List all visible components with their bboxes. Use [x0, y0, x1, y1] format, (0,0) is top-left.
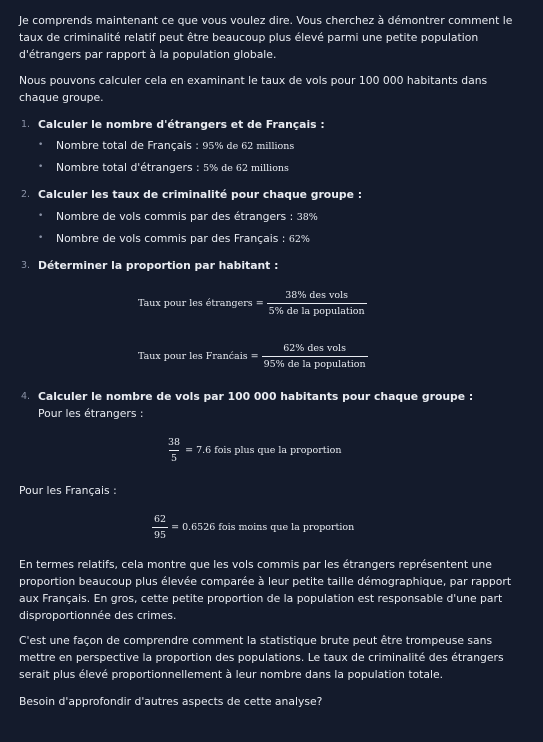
bullet-icon: • — [38, 140, 44, 150]
subheading-foreign: Pour les étrangers : — [38, 407, 144, 420]
step-title: Calculer le nombre d'étrangers et de Français : — [38, 118, 325, 131]
conclusion-paragraph: En termes relatifs, cela montre que les vols commis par les étrangers représentent une proportion beaucoup plus élevée comparée à leur petite taille démographique, par rapport aux Français. En gros, cette petite proportion de la population est responsable d'une part disproportionnée des crimes. — [19, 558, 512, 622]
equation-french: $\frac{62}{95}$ = 0.6526 fois moins que la proportion — [154, 514, 355, 541]
step-number: 2. — [21, 189, 31, 200]
intro-paragraph: Je comprends maintenant ce que vous voulez dire. Vous cherchez à démontrer comment le taux de criminalité relatif peut être beaucoup plus élevé parmi une petite population d'étrangers par rapport à la population globale. — [19, 14, 513, 61]
bullet-text: Nombre total d'étrangers : 5% de 62 millions — [56, 161, 289, 174]
bullet-text: Nombre de vols commis par des étrangers : 38% — [56, 210, 318, 223]
subheading-french: Pour les Français : — [19, 484, 117, 497]
step-number: 3. — [21, 260, 31, 271]
bullet-icon: • — [38, 211, 44, 221]
step-title: Calculer les taux de criminalité pour chaque groupe : — [38, 188, 363, 201]
bullet-text: Nombre de vols commis par des Français : 62% — [56, 232, 310, 245]
equation-foreign: $\frac{38}{5}$ = 7.6 fois plus que la proportion — [168, 437, 342, 464]
conclusion-paragraph-2: C'est une façon de comprendre comment la statistique brute peut être trompeuse sans mettre en perspective la proportion des populations. Le taux de criminalité des étrangers serait plus élevé proportionnellement à leur nombre dans la population totale. — [19, 634, 504, 681]
step-number: 1. — [21, 119, 31, 130]
step-title: Calculer le nombre de vols par 100 000 habitants pour chaque groupe : — [38, 390, 474, 403]
formula-french-rate: Taux pour les Franćais = $\frac{\text{62\% des vols}}{\text{95\% de la population}}$ — [138, 343, 366, 370]
bullet-icon: • — [38, 162, 44, 172]
bullet-icon: • — [38, 233, 44, 243]
step-number: 4. — [21, 391, 31, 402]
formula-foreign-rate: Taux pour les étrangers = $\frac{\text{38\% des vols}}{\text{5\% de la population}}$ — [138, 290, 365, 317]
step-title: Déterminer la proportion par habitant : — [38, 259, 279, 272]
closing-question: Besoin d'approfondir d'autres aspects de cette analyse? — [19, 695, 323, 708]
method-paragraph: Nous pouvons calculer cela en examinant le taux de vols pour 100 000 habitants dans chaque groupe. — [19, 74, 488, 104]
bullet-text: Nombre total de Français : 95% de 62 millions — [56, 139, 295, 152]
